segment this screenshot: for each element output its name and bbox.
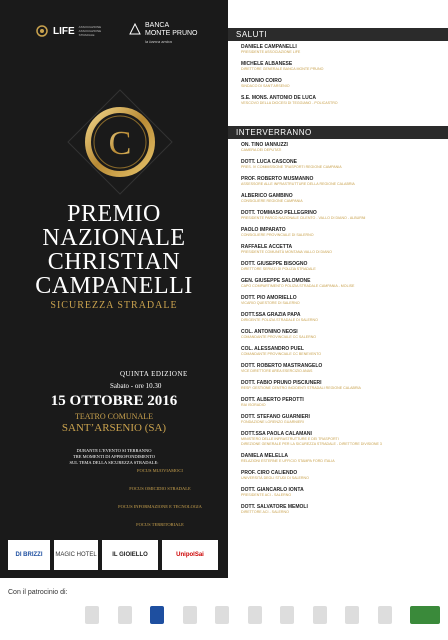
- list-item: DOTT. GIANCARLO IONTA PRESIDENTE ACI - SALERNO: [241, 487, 304, 497]
- edition-label: QUINTA EDIZIONE: [120, 370, 188, 378]
- left-panel: [0, 0, 228, 578]
- sponsor-logo: DI BRIZZI: [8, 540, 50, 570]
- list-item: RAFFAELE ACCETTA PRESIDENTE COMUNITÀ MONTANA VALLO DI DIANO: [241, 244, 332, 254]
- list-item: DOTT.SSA PAOLA CALAMANI MINISTERO DELLE INFRASTRUTTURE E DEI TRASPORTI DIREZIONE GENERALE PER LA SICUREZZA STRADALE - DIRETTORE DIVISIONE 3: [241, 431, 382, 446]
- list-item: DOTT. FABIO PRUNO PISCIUNERI RESP. GESTIONE CENTRO INCIDENTI STRADALI REGIONE CALABRIA: [241, 380, 361, 390]
- coat-of-arms-icon: [313, 606, 327, 624]
- event-desc-2: TRE MOMENTI DI APPROFONDIMENTO: [72, 454, 156, 459]
- list-item: ON. TINO IANNUZZI CAMERA DEI DEPUTATI: [241, 142, 288, 152]
- list-item: PAOLO IMPARATO CONSIGLIERE PROVINCIALE DI SALERNO: [241, 227, 314, 237]
- list-item: DANIELE CAMPANELLI PRESIDENTE ASSOCIAZIONE LIFE: [241, 44, 301, 54]
- coat-of-arms-icon: [248, 606, 262, 624]
- list-item: DOTT.SSA GRAZIA PAPA DIRIGENTE POLIZIA STRADALE DI SALERNO: [241, 312, 318, 322]
- bank-tagline: la banca amica: [145, 39, 172, 44]
- list-item: DOTT. ALBERTO PEROTTI RAI ISORADIO: [241, 397, 304, 407]
- list-item: PROF. ROBERTO MUSMANNO ASSESSORE ALLE INFRASTRUTTURE DELLA REGIONE CALABRIA: [241, 176, 355, 186]
- title-line-4: CAMPANELLI: [35, 273, 193, 299]
- flag-icon: [150, 606, 164, 624]
- life-swirl-icon: [35, 24, 49, 38]
- list-item: S.E. MONS. ANTONIO DE LUCA VESCOVO DELLA DIOCESI DI TEGGIANO - POLICASTRO: [241, 95, 338, 105]
- coat-of-arms-icon: [118, 606, 132, 624]
- event-description: [0, 448, 228, 466]
- title-line-1: PREMIO: [67, 201, 161, 227]
- saluti-header: SALUTI: [228, 28, 448, 41]
- svg-text:C: C: [108, 125, 132, 162]
- interverranno-list: [241, 142, 441, 521]
- sponsor-logo: IL GIOIELLO: [102, 540, 158, 570]
- event-desc-3: SUL TEMA DELLA SICUREZZA STRADALE:: [69, 460, 159, 465]
- coat-of-arms-icon: [85, 606, 99, 624]
- list-item: DANIELA MELELLA RELAZIONI ESTERNE E UFFICIO STAMPA FORD ITALIA: [241, 453, 335, 463]
- event-date: 15 OTTOBRE 2016: [50, 393, 178, 409]
- list-item: DOTT. STEFANO GUARNIERI FONDAZIONE LORENZO GUARNIERI: [241, 414, 310, 424]
- sponsor-logo: UnipolSai: [162, 540, 218, 570]
- list-item: COL. ANTONINO NEOSI COMANDANTE PROVINCIALE CC SALERNO: [241, 329, 317, 339]
- bank-emblem-icon: [128, 22, 142, 36]
- patronage-logos: [85, 600, 440, 630]
- list-item: ANTONIO COIRO SINDACO DI SANT’ARSENIO: [241, 78, 290, 88]
- list-item: DOTT. GIUSEPPE BISOGNO DIRETTORE SERVIZI DI POLIZIA STRADALE: [241, 261, 316, 271]
- bank-name-1: BANCA: [145, 22, 170, 29]
- list-item: DOTT. LUCA CASCONE PRES. IV COMMISSIONE TRASPORTI REGIONE CAMPANIA: [241, 159, 342, 169]
- list-item: GEN. GIUSEPPE SALOMONE CAPO COMPARTIMENTO POLIZIA STRADALE CAMPANIA - MOLISE: [241, 278, 355, 288]
- top-logos: [0, 20, 228, 50]
- focus-item: FOCUS TERRITORIALE: [136, 522, 184, 527]
- event-city: SANT’ARSENIO (SA): [61, 422, 167, 434]
- list-item: DOTT. ROBERTO MASTRANGELO VICE DIRETTORE AREA ESERCIZIO ANAS: [241, 363, 323, 373]
- title-line-2: NAZIONALE: [42, 225, 186, 251]
- focus-item: FOCUS MUOVIAMOCI: [137, 468, 183, 473]
- event-desc-1: DURANTE L’EVENTO SI TERRANNO: [76, 448, 152, 453]
- banca-monte-pruno-logo: [128, 22, 198, 46]
- patronage-label: Con il patrocinio di:: [8, 589, 68, 596]
- sponsor-logo: MAGIC HOTEL: [54, 540, 98, 570]
- life-logo: [35, 24, 109, 38]
- cc-monogram-emblem: [66, 88, 174, 196]
- bank-name-2: MONTE PRUNO: [145, 30, 198, 37]
- list-item: PROF. CIRO CALIENDO UNIVERSITÀ DEGLI STUDI DI SALERNO: [241, 470, 309, 480]
- focus-item: FOCUS OMICIDIO STRADALE: [129, 486, 191, 491]
- life-subtitle: ASSOCIAZIONE ASSOCIAZIONE STRADALE: [78, 25, 102, 37]
- saluti-list: [241, 44, 441, 112]
- coat-of-arms-icon: [183, 606, 197, 624]
- sponsor-logos: [8, 540, 220, 574]
- coat-of-arms-icon: [215, 606, 229, 624]
- list-item: COL. ALESSANDRO PUEL COMANDANTE PROVINCIALE CC BENEVENTO: [241, 346, 322, 356]
- focus-item: FOCUS INFORMAZIONE E TECNOLOGIA: [118, 504, 202, 509]
- interverranno-header: INTERVERRANNO: [228, 126, 448, 139]
- list-item: DOTT. PIO AMORIELLO VICARIO QUESTORE DI SALERNO: [241, 295, 300, 305]
- green-logo-icon: [410, 606, 440, 624]
- list-item: ALBERICO GAMBINO CONSIGLIERE REGIONE CAMPANIA: [241, 193, 303, 203]
- award-title: [0, 202, 228, 311]
- title-line-3: CHRISTIAN: [47, 249, 181, 275]
- event-venue: TEATRO COMUNALE: [75, 412, 153, 421]
- event-time: Sabato - ore 10.30: [110, 382, 162, 390]
- life-text: LIFE: [53, 25, 75, 37]
- coat-of-arms-icon: [345, 606, 359, 624]
- coat-of-arms-icon: [378, 606, 392, 624]
- event-info: [0, 382, 228, 434]
- list-item: MICHELE ALBANESE DIRETTORE GENERALE BANCA MONTE PRUNO: [241, 61, 324, 71]
- list-item: DOTT. SALVATORE MEMOLI DIRETTORE ACI - SALERNO: [241, 504, 308, 514]
- coat-of-arms-icon: [280, 606, 294, 624]
- list-item: DOTT. TOMMASO PELLEGRINO PRESIDENTE PARCO NAZIONALE CILENTO - VALLO DI DIANO - ALBURNI: [241, 210, 366, 220]
- title-subtitle: SICUREZZA STRADALE: [50, 300, 178, 311]
